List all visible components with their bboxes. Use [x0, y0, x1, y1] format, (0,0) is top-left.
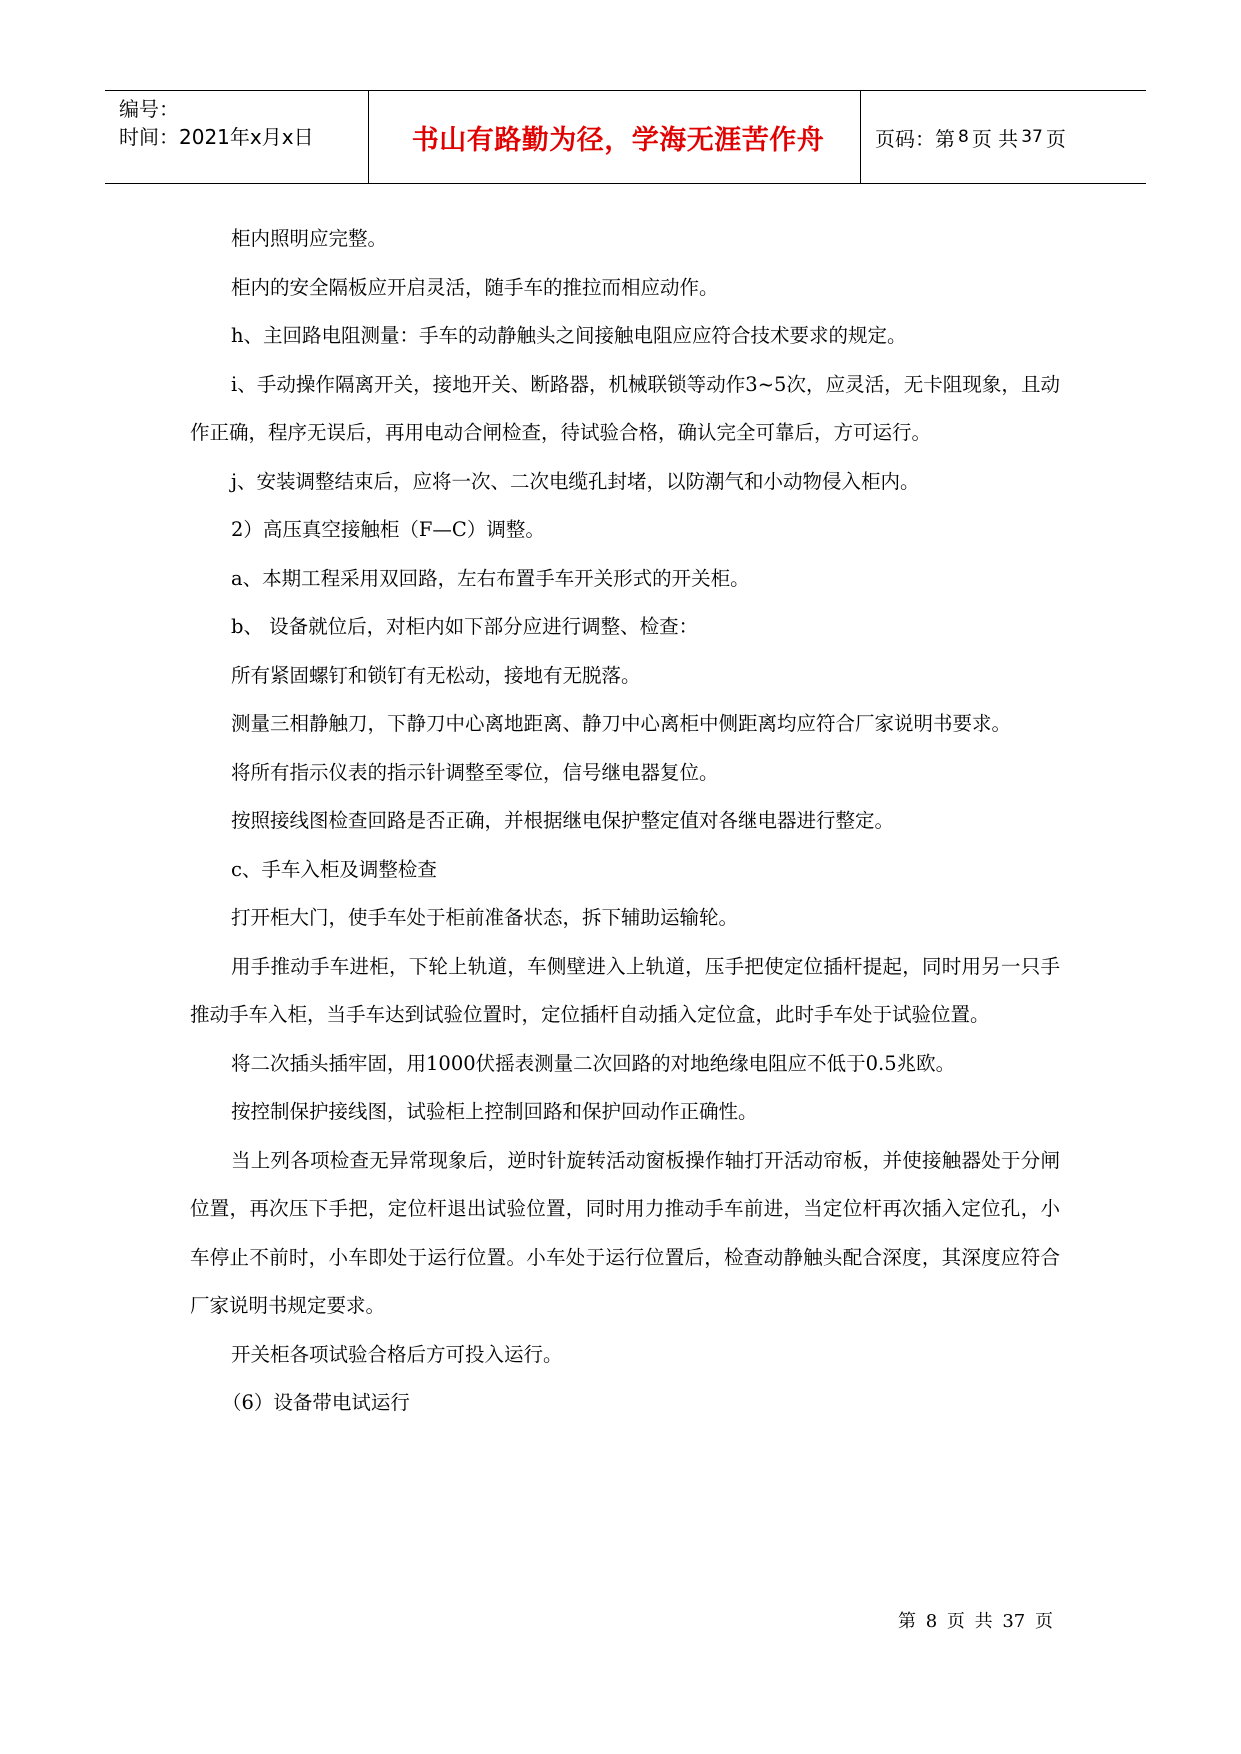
paragraph: 所有紧固螺钉和锁钉有无松动，接地有无脱落。 [231, 663, 641, 687]
paragraph: 打开柜大门，使手车处于柜前准备状态，拆下辅助运输轮。 [231, 906, 739, 929]
document-time: 时间：2021年x月x日 [119, 125, 314, 149]
paragraph: 用手推动手车进柜，下轮上轨道，车侧壁进入上轨道，压手把使定位插杆提起，同时用另一只手推动手车入柜，当手车达到试验位置时，定位插杆自动插入定位盒，此时手车处于试验位置。 [190, 954, 1060, 1026]
page-total: 37 [1021, 127, 1043, 147]
paragraph: 当上列各项检查无异常现象后，逆时针旋转活动窗板操作轴打开活动帘板，并使接触器处于分闸位置，再次压下手把，定位杆退出试验位置，同时用力推动手车前进，当定位杆再次插入定位孔，小车停止不前时，小车即处于运行位置。小车处于运行位置后，检查动静触头配合深度，其深度应符合厂家说明书规定要求。 [190, 1148, 1060, 1317]
header-meta [119, 95, 314, 151]
page-number: 8 [958, 127, 969, 147]
paragraph: 将二次插头插牢固，用1000伏摇表测量二次回路的对地绝缘电阻应不低于0.5兆欧。 [231, 1051, 956, 1075]
document-body [190, 215, 1060, 1428]
paragraph: j、安装调整结束后，应将一次、二次电缆孔封堵，以防潮气和小动物侵入柜内。 [231, 469, 920, 493]
paragraph: a、本期工程采用双回路，左右布置手车开关形式的开关柜。 [231, 566, 750, 590]
paragraph: 柜内的安全隔板应开启灵活，随手车的推拉而相应动作。 [231, 275, 719, 299]
header-divider-left [368, 91, 369, 183]
paragraph: 柜内照明应完整。 [231, 227, 388, 250]
paragraph: 按控制保护接线图，试验柜上控制回路和保护回动作正确性。 [231, 1100, 758, 1123]
paragraph: i、手动操作隔离开关，接地开关、断路器，机械联锁等动作3~5次，应灵活，无卡阻现象，且动作正确，程序无误后，再用电动合闸检查，待试验合格，确认完全可靠后，方可运行。 [190, 372, 1060, 444]
document-number-label: 编号： [119, 97, 179, 121]
page-suffix: 页 [1045, 126, 1066, 151]
paragraph: b、 设备就位后，对柜内如下部分应进行调整、检查： [231, 615, 699, 638]
paragraph: h、主回路电阻测量：手车的动静触头之间接触电阻应应符合技术要求的规定。 [231, 324, 907, 347]
paragraph: 开关柜各项试验合格后方可投入运行。 [231, 1342, 563, 1366]
header-page-indicator [875, 91, 1066, 183]
paragraph: 按照接线图检查回路是否正确，并根据继电保护整定值对各继电器进行整定。 [231, 809, 895, 832]
paragraph: c、手车入柜及调整检查 [231, 857, 437, 881]
page-mid: 页 共 [971, 126, 1019, 151]
paragraph: 将所有指示仪表的指示针调整至零位，信号继电器复位。 [231, 760, 719, 784]
page-footer: 第 8 页 共 37 页 [898, 1611, 1053, 1632]
paragraph: 测量三相静触刀，下静刀中心离地距离、静刀中心离柜中侧距离均应符合厂家说明书要求。 [231, 712, 1012, 735]
page-header [105, 90, 1146, 184]
header-motto: 书山有路勤为径，学海无涯苦作舟 [411, 124, 825, 156]
paragraph: 2）高压真空接触柜（F—C）调整。 [231, 518, 545, 541]
page-prefix: 页码：第 [875, 126, 955, 151]
paragraph: （6）设备带电试运行 [222, 1391, 410, 1414]
